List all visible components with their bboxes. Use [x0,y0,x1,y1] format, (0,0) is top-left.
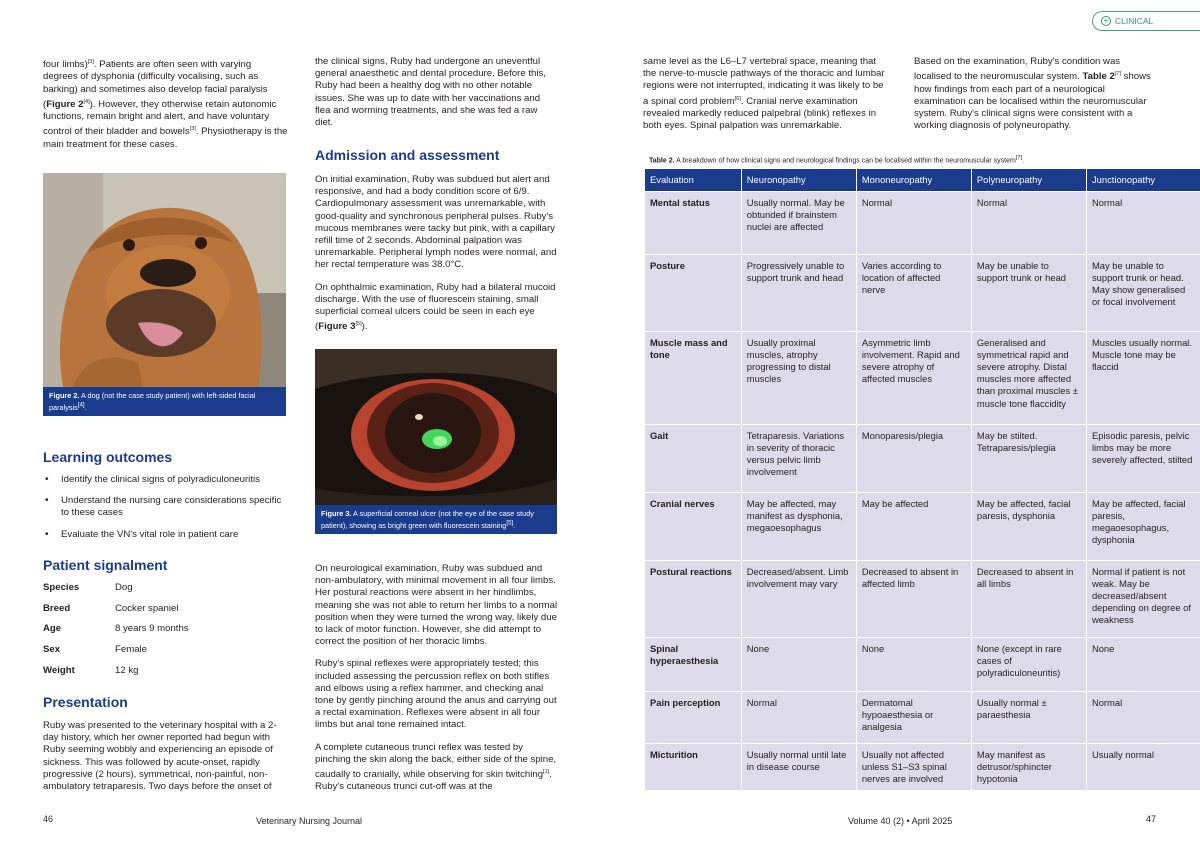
signalment-row: Age 8 years 9 months [43,623,189,635]
table-cell: Usually normal until late in disease course [742,744,856,790]
table-cell: May be affected, may manifest as dysphonia, megaoesophagus [742,493,856,560]
plus-circle-icon: + [1101,16,1111,26]
col2-p4: Ruby's spinal reflexes were appropriately tested; this included assessing the percussion reflex on both stifles and elbows using a reflex hammer, and checking anal tone by gently pinching around the anus and carrying out a rectal examination. Reflexes were absent in all four limbs but anal tone remained intact. [315,658,557,731]
admission-section [315,146,558,334]
neuro-exam-text [315,563,558,794]
table-cell: None [1087,638,1200,691]
table-cell: Muscles usually normal. Muscle tone may be flaccid [1087,332,1200,424]
table-cell: Usually not affected unless S1–S3 spinal nerves are involved [857,744,971,790]
right-col1-top: same level as the L6–L7 vertebral space, meaning that the nerve-to-muscle pathways of the thoracic and lumbar regions were not interrupted, indicating it was likely to be a spinal cord problem[6]. Cranial nerve examination revealed markedly reduced palpebral (blink) reflexes in both eyes. Spinal palpation was unremarkable. [643,56,885,132]
table-row [645,744,1200,790]
list-item: • Understand the nursing care considerations specific to these cases [43,495,288,519]
figure-2 [43,173,286,416]
col2-p5: A complete cutaneous trunci reflex was tested by pinching the skin along the back, either side of the spine, caudally to cranially, while observing for skin twitching[1]. Ruby's cutaneous trunci cut-off was at the [315,741,557,793]
signalment-row: Species Dog [43,581,133,593]
table-row [645,255,1200,331]
table-cell: May be unable to support trunk or head. May show generalised or focal involvement [1087,255,1200,331]
figure-3-caption: Figure 3. A superficial corneal ulcer (not the eye of the case study patient), showing as bright green with fluorescein staining[5]. [315,505,557,534]
presentation-heading: Presentation [43,694,128,710]
table-cell: Decreased to absent in all limbs [972,561,1086,637]
table-header-cell: Polyneuropathy [972,169,1086,191]
table-cell: May be unable to support trunk or head [972,255,1086,331]
right-col2-top: Based on the examination, Ruby's condition was localised to the neuromuscular system. Table 2[7] shows how findings from each part of a neurological examination can be localised within the neuromuscular system. Ruby's clinical signs were consistent with a working diagnosis of polyneuropathy. [914,56,1151,132]
table-cell: Generalised and symmetrical rapid and severe atrophy. Distal muscles more affected than proximal muscles ± muscle tone flaccidity [972,332,1086,424]
volume-info: Volume 40 (2) • April 2025 [848,816,953,826]
learning-outcomes-list [43,474,288,541]
table-row-header: Spinal hyperaesthesia [645,638,741,691]
table-cell: May be affected, facial paresis, megaoesophagus, dysphonia [1087,493,1200,560]
table-body [645,192,1200,790]
table-cell: Normal [972,192,1086,254]
dog-photo [43,173,286,387]
table-cell: Decreased to absent in affected limb [857,561,971,637]
table-header-cell: Neuronopathy [742,169,856,191]
table-cell: Usually normal ± paraesthesia [972,692,1086,743]
page-number-right: 47 [1146,814,1157,824]
table-row [645,332,1200,424]
table-cell: Monoparesis/plegia [857,425,971,492]
clinical-badge [1092,11,1200,31]
table-header-cell: Evaluation [645,169,741,191]
signalment-row: Weight 12 kg [43,665,139,677]
table-row-header: Micturition [645,744,741,790]
table-cell: Usually proximal muscles, atrophy progressing to distal muscles [742,332,856,424]
col2-p3: On neurological examination, Ruby was subdued and non-ambulatory, with minimal movement in all four limbs. Her postural reactions were absent in her hindlimbs, meaning she was not able to return her limbs to a normal position when they were turned the wrong way, likely due to lack of motor function. However, she did attempt to correct the position of her thoracic limbs. [315,563,558,648]
table-row [645,192,1200,254]
admission-p2: On ophthalmic examination, Ruby had a bilateral mucoid discharge. With the use of fluorescein staining, small superficial corneal ulcers could be seen in each eye (Figure 3[5]). [315,281,556,333]
table-row [645,493,1200,560]
table-row-header: Cranial nerves [645,493,741,560]
table-cell: Episodic paresis, pelvic limbs may be more severely affected, stilted [1087,425,1200,492]
table-2-caption: Table 2. A breakdown of how clinical signs and neurological findings can be localised within the neuromuscular system[7]. [649,155,1025,165]
page-number-left: 46 [43,814,54,824]
table-cell: May manifest as detrusor/sphincter hypotonia [972,744,1086,790]
table-cell: Tetraparesis. Variations in severity of thoracic versus pelvic limb involvement [742,425,856,492]
table-cell: Normal [857,192,971,254]
signalment-heading: Patient signalment [43,557,168,573]
table-cell: None [857,638,971,691]
presentation-section [43,693,288,793]
table-cell: None (except in rare cases of polyradiculoneuritis) [972,638,1086,691]
table-cell: Normal [1087,692,1200,743]
table-row [645,425,1200,492]
right-page [600,0,1200,849]
table-row-header: Posture [645,255,741,331]
table-cell: Normal [742,692,856,743]
admission-p1: On initial examination, Ruby was subdued but alert and responsive, and had a body condition score of 6/9. Cardiopulmonary assessment was unremarkable, with good-quality and synchronous peripheral pulses. Ruby's mucous membranes were tacky but pink, with a capillary refill time of 2 seconds. Abdominal palpation was unremarkable. Peripheral lymph nodes were normal, and her rectal temperature was 38.0°C. [315,174,557,271]
table-cell: Dermatomal hypoaesthesia or analgesia [857,692,971,743]
col2-top-text: the clinical signs, Ruby had undergone an uneventful general anaesthetic and dental procedure. Before this, Ruby had been a healthy dog with no other notable issues. She was up to date with her vaccinations and flea and worming treatments, and she was fed a raw diet. [315,56,546,129]
table-2 [644,168,1200,791]
presentation-text: Ruby was presented to the veterinary hospital with a 2-day history, which her owner reported had begun with Ruby seeming wobbly and experiencing an episode of sickness. This was followed by acute-onset, rapidly progressive (2 hours), symmetrical, non-painful, non-ambulatory tetraparesis. Two days before the onset of [43,720,277,793]
table-cell: Decreased/absent. Limb involvement may vary [742,561,856,637]
table-cell: May be stilted. Tetraparesis/plegia [972,425,1086,492]
signalment-table [43,577,288,681]
table-row-header: Muscle mass and tone [645,332,741,424]
table-cell: Asymmetric limb involvement. Rapid and severe atrophy of affected muscles [857,332,971,424]
col1-intro-text: four limbs)[3]. Patients are often seen with varying degrees of dysphonia (difficulty vocalising, such as barking) and sometimes also develop facial paralysis (Figure 2[4]). However, they otherwise retain autonomic functions, remain bright and alert, and have voluntary control of their bladder and bowels[3]. Physiotherapy is the main treatment for these cases. [43,59,288,150]
learning-outcomes-heading: Learning outcomes [43,449,173,465]
table-cell: Usually normal [1087,744,1200,790]
clinical-label: CLINICAL [1115,16,1154,26]
table-cell: Varies according to location of affected nerve [857,255,971,331]
table-header-cell: Junctionopathy [1087,169,1200,191]
figure-2-caption: Figure 2. A dog (not the case study patient) with left-sided facial paralysis[4]. [43,387,286,416]
signalment-row: Breed Cocker spaniel [43,602,179,614]
list-item: • Evaluate the VN's vital role in patient care [43,529,288,541]
table-header-row [645,169,1200,191]
table-row-header: Postural reactions [645,561,741,637]
patient-signalment [43,556,288,681]
eye-photo [315,349,557,505]
table-cell: Normal if patient is not weak. May be decreased/absent depending on degree of weakness [1087,561,1200,637]
table-row-header: Pain perception [645,692,741,743]
table-row [645,638,1200,691]
table-row-header: Mental status [645,192,741,254]
table-row [645,561,1200,637]
table-cell: Usually normal. May be obtunded if brainstem nuclei are affected [742,192,856,254]
table-header-cell: Mononeuropathy [857,169,971,191]
list-item: • Identify the clinical signs of polyradiculoneuritis [43,474,288,486]
table-cell: Normal [1087,192,1200,254]
table-cell: May be affected [857,493,971,560]
journal-name: Veterinary Nursing Journal [256,816,363,826]
table-cell: None [742,638,856,691]
figure-3 [315,349,557,534]
table-row-header: Gait [645,425,741,492]
signalment-row: Sex Female [43,644,147,656]
admission-heading: Admission and assessment [315,147,500,163]
table-cell: Progressively unable to support trunk and head [742,255,856,331]
table-cell: May be affected, facial paresis, dysphonia [972,493,1086,560]
table-row [645,692,1200,743]
learning-outcomes [43,448,288,550]
